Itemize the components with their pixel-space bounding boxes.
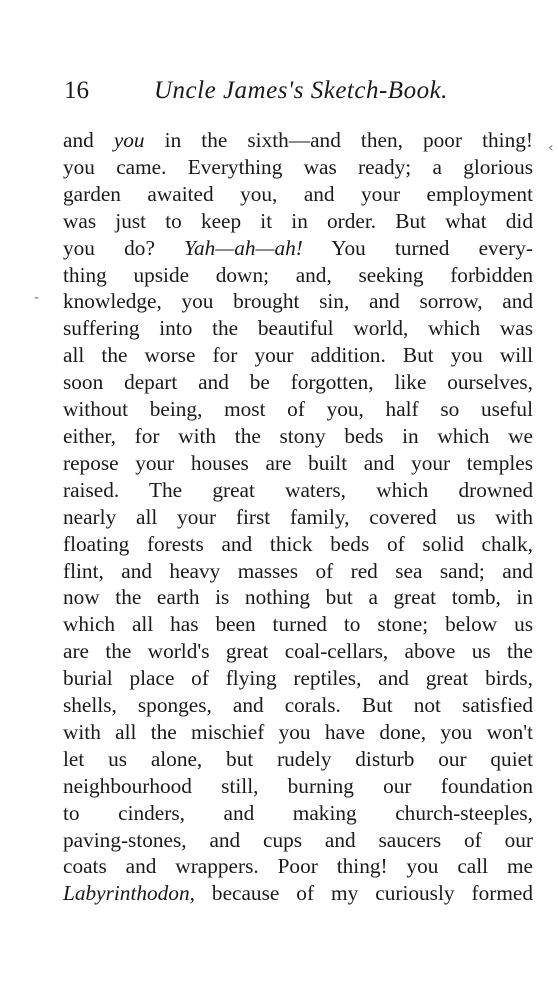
text-line — [63, 692, 533, 719]
text-line — [63, 504, 533, 531]
text-line — [63, 719, 533, 746]
text-segment: you do? — [63, 235, 185, 260]
text-line — [63, 181, 533, 208]
text-line — [63, 369, 533, 396]
text-segment: all the worse for your addition. But you will — [63, 343, 533, 368]
text-segment: without being, most of you, half so useful — [63, 397, 533, 422]
text-segment: burial place of flying reptiles, and great birds, — [63, 666, 533, 691]
text-line — [63, 342, 533, 369]
text-line — [63, 611, 533, 638]
page-number: 16 — [64, 77, 89, 104]
text-line — [63, 584, 533, 611]
text-segment: paving-stones, and cups and saucers of our — [63, 827, 533, 852]
text-segment: now the earth is nothing but a great tomb, in — [63, 585, 533, 610]
text-segment: raised. The great waters, which drowned — [63, 477, 533, 502]
text-segment: are the world's great coal-cellars, above us the — [63, 639, 533, 664]
text-segment: shells, sponges, and corals. But not satisfied — [63, 693, 533, 718]
text-segment: you came. Everything was ready; a glorious — [63, 154, 533, 179]
text-segment: in the sixth—and then, poor thing! — [144, 128, 533, 152]
text-segment: to cinders, and making church-steeples, — [63, 800, 533, 825]
text-segment: with all the mischief you have done, you won't — [63, 719, 533, 744]
text-line — [63, 315, 533, 342]
text-line — [63, 450, 533, 477]
text-line — [63, 665, 533, 692]
text-segment: let us alone, but rudely disturb our quiet — [63, 746, 533, 771]
italic-segment: you — [113, 128, 145, 152]
italic-segment: Yah—ah—ah! — [184, 235, 303, 260]
body-text — [63, 127, 533, 907]
text-segment: neighbourhood still, burning our foundation — [63, 773, 533, 798]
text-line — [63, 477, 533, 504]
text-line — [63, 423, 533, 450]
text-line — [63, 638, 533, 665]
text-line — [63, 396, 533, 423]
margin-dash: - — [34, 290, 40, 306]
text-line — [63, 746, 533, 773]
text-segment: which all has been turned to stone; below us — [63, 612, 533, 637]
text-segment: floating forests and thick beds of solid chalk, — [63, 531, 533, 556]
text-segment: repose your houses are built and your temples — [63, 450, 533, 475]
text-segment: nearly all your first family, covered us with — [63, 504, 533, 529]
text-line — [63, 235, 533, 262]
text-segment: because of my curiously formed — [194, 881, 533, 906]
text-line — [63, 262, 533, 289]
text-line — [63, 827, 533, 854]
text-line — [63, 773, 533, 800]
text-line — [63, 288, 533, 315]
text-line — [63, 880, 533, 907]
italic-segment: Labyrinthodon, — [63, 881, 195, 906]
text-segment: You turned every- — [302, 235, 533, 260]
text-line — [63, 558, 533, 585]
text-segment: flint, and heavy masses of red sea sand; and — [63, 558, 533, 583]
text-line — [63, 531, 533, 558]
text-segment: was just to keep it in order. But what did — [63, 208, 533, 233]
text-segment: soon depart and be forgotten, like ourselves, — [63, 370, 533, 395]
text-segment: knowledge, you brought sin, and sorrow, and — [63, 289, 533, 314]
text-line — [63, 208, 533, 235]
text-line — [63, 127, 533, 154]
text-segment: either, for with the stony beds in which we — [63, 423, 533, 448]
text-segment: coats and wrappers. Poor thing! you call me — [63, 854, 533, 879]
text-line — [63, 853, 533, 880]
running-title: Uncle James's Sketch-Book. — [154, 77, 448, 104]
text-segment: garden awaited you, and your employment — [63, 181, 533, 206]
text-line — [63, 800, 533, 827]
text-line — [63, 154, 533, 181]
text-segment: thing upside down; and, seeking forbidden — [63, 262, 533, 287]
text-segment: and — [63, 128, 114, 152]
text-segment: suffering into the beautiful world, which was — [63, 316, 533, 341]
page-header — [64, 74, 494, 108]
margin-mark: ‹ — [548, 140, 554, 156]
